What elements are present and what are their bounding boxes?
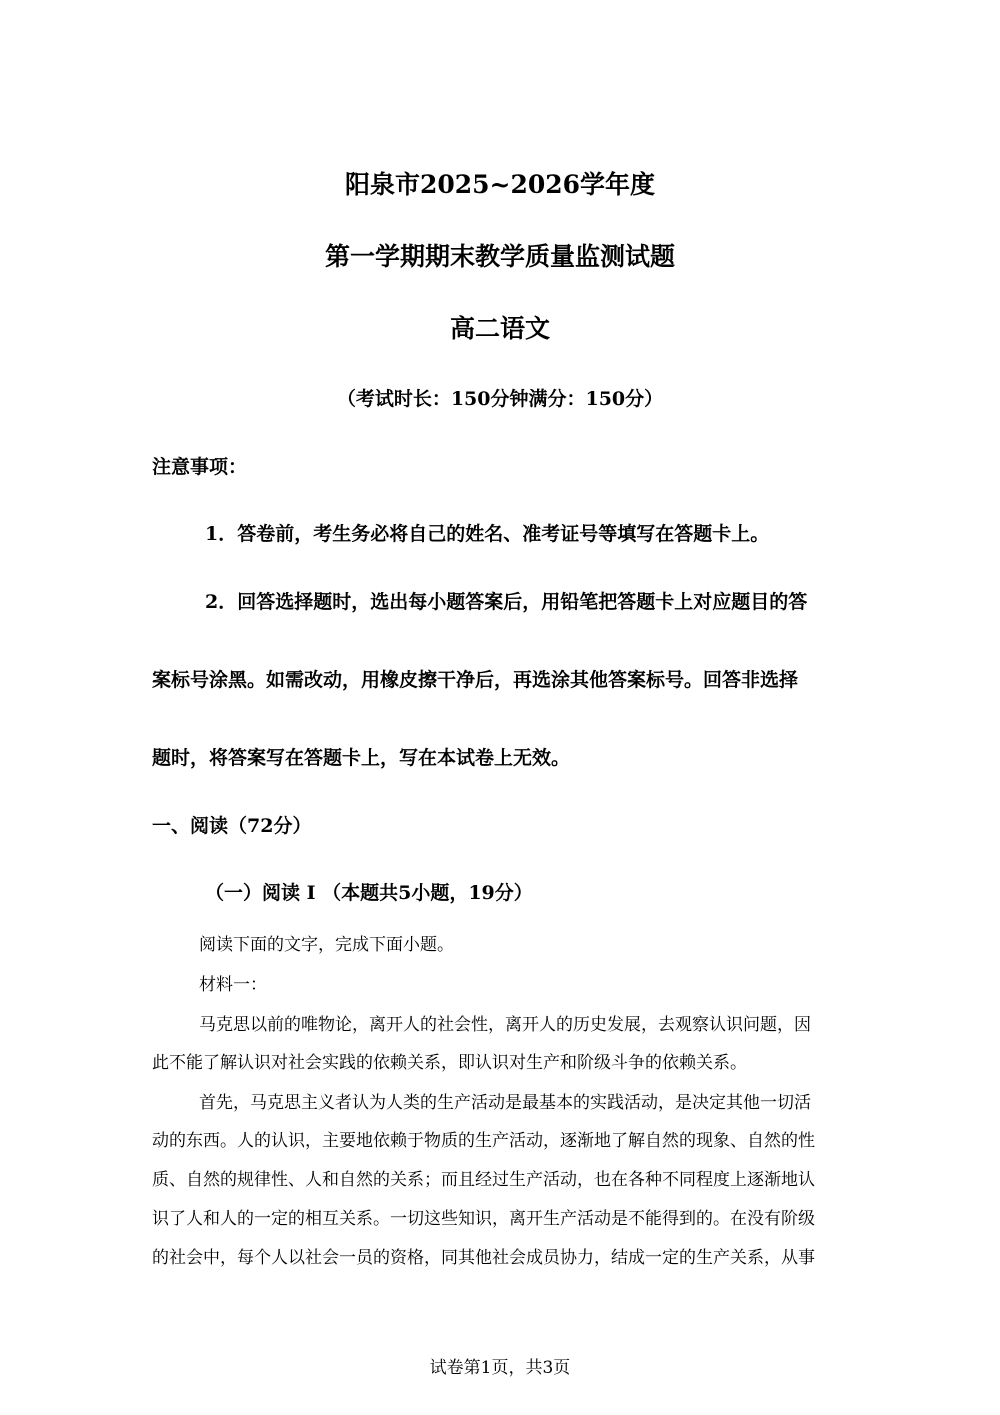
- reading-instruction: 阅读下面的文字，完成下面小题。: [199, 935, 454, 955]
- material-label: 材料一：: [199, 975, 267, 995]
- paragraph-2-line-3: 质、自然的规律性、人和自然的关系；而且经过生产活动，也在各种不同程度上逐渐地认: [152, 1170, 815, 1190]
- notice-item-2-line-1: 2．回答选择题时，选出每小题答案后，用铅笔把答题卡上对应题目的答: [205, 591, 808, 613]
- paragraph-2-line-4: 识了人和人的一定的相互关系。一切这些知识，离开生产活动是不能得到的。在没有阶级: [152, 1209, 815, 1229]
- notice-item-1: 1．答卷前，考生务必将自己的姓名、准考证号等填写在答题卡上。: [205, 523, 770, 545]
- paragraph-2-line-1: 首先，马克思主义者认为人类的生产活动是最基本的实践活动，是决定其他一切活: [199, 1093, 811, 1113]
- exam-title-line3: 高二语文: [449, 314, 550, 343]
- notice-item-2-line-2: 案标号涂黑。如需改动，用橡皮擦干净后，再选涂其他答案标号。回答非选择: [152, 669, 799, 691]
- section-heading: 一、阅读（72分）: [152, 815, 312, 837]
- notice-item-2-line-3: 题时，将答案写在答题卡上，写在本试卷上无效。: [152, 747, 571, 769]
- exam-title-line2: 第一学期期末教学质量监测试题: [324, 242, 675, 271]
- page-footer: 试卷第1页，共3页: [429, 1358, 571, 1378]
- paragraph-1-line-2: 此不能了解认识对社会实践的依赖关系，即认识对生产和阶级斗争的依赖关系。: [152, 1053, 747, 1073]
- notice-heading: 注意事项：: [152, 456, 248, 478]
- paragraph-2-line-2: 动的东西。人的认识，主要地依赖于物质的生产活动，逐渐地了解自然的现象、自然的性: [152, 1131, 815, 1151]
- exam-title-line1: 阳泉市2025~2026学年度: [344, 170, 656, 199]
- subsection-heading: （一）阅读 I （本题共5小题，19分）: [205, 882, 533, 904]
- paragraph-2-line-5: 的社会中，每个人以社会一员的资格，同其他社会成员协力，结成一定的生产关系，从事: [152, 1248, 815, 1268]
- exam-info: （考试时长：150分钟满分：150分）: [336, 388, 664, 410]
- paragraph-1-line-1: 马克思以前的唯物论，离开人的社会性，离开人的历史发展，去观察认识问题，因: [199, 1015, 811, 1035]
